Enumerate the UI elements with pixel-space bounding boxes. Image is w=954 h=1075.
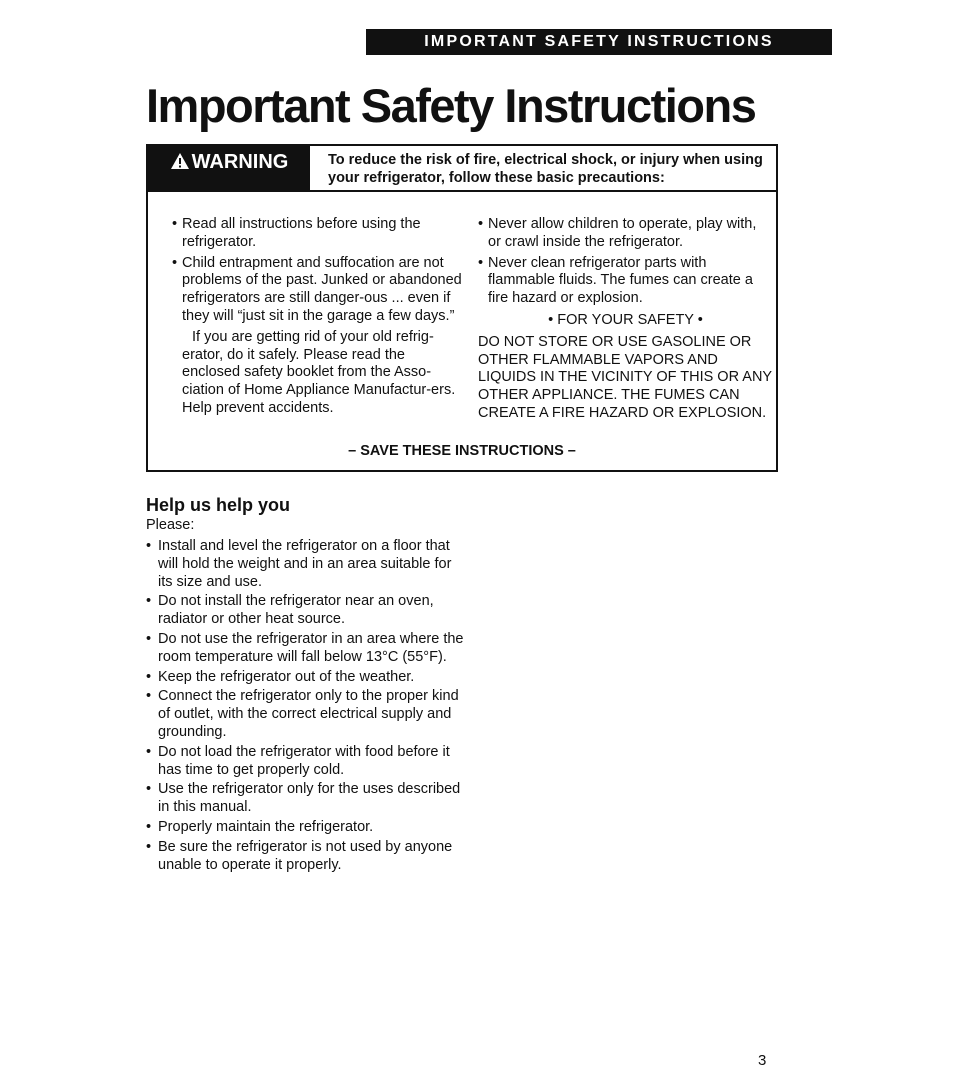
warning-paragraph: If you are getting rid of your old refrig-erator, do it safely. Please read the enclosed safety booklet from the Asso-ciation of Home Appliance Manufactur-ers. Help prevent accidents.: [182, 328, 456, 416]
warning-left-column: [172, 216, 462, 418]
save-instructions: – SAVE THESE INSTRUCTIONS –: [348, 443, 576, 459]
list-item: • Do not install the refrigerator near an oven, radiator or other heat source.: [146, 593, 466, 629]
list-item: • Do not use the refrigerator in an area where the room temperature will fall below 13°C (55°F).: [146, 631, 466, 667]
list-item: • Be sure the refrigerator is not used by anyone unable to operate it properly.: [146, 839, 466, 875]
list-item: • Install and level the refrigerator on a floor that will hold the weight and in an area suitable for its size and use.: [146, 538, 466, 591]
warning-item: • Never clean refrigerator parts with flammable fluids. The fumes can create a fire hazard or explosion.: [478, 255, 773, 308]
list-item: • Connect the refrigerator only to the proper kind of outlet, with the correct electrical supply and grounding.: [146, 688, 466, 741]
warning-right-column: [478, 216, 773, 423]
warning-box: [146, 144, 778, 472]
warning-item: • Never allow children to operate, play with, or crawl inside the refrigerator.: [478, 216, 773, 252]
help-list: [146, 538, 466, 874]
section-banner: IMPORTANT SAFETY INSTRUCTIONS: [366, 29, 832, 55]
page-number: 3: [758, 1052, 767, 1069]
warning-header: To reduce the risk of fire, electrical shock, or injury when using your refrigerator, follow these basic precautions:: [328, 152, 763, 186]
list-item: • Keep the refrigerator out of the weather.: [146, 669, 466, 687]
list-item: • Use the refrigerator only for the uses described in this manual.: [146, 781, 466, 817]
help-section: [146, 494, 466, 876]
warning-item: • Read all instructions before using the refrigerator.: [172, 216, 462, 252]
warning-label: [148, 146, 310, 192]
warning-item: • Child entrapment and suffocation are not problems of the past. Junked or abandoned refrigerators are still danger-ous ... even if they will “just sit in the garage a few days.”: [172, 255, 462, 326]
safety-text: DO NOT STORE OR USE GASOLINE OR OTHER FLAMMABLE VAPORS AND LIQUIDS IN THE VICINITY OF THIS OR ANY OTHER APPLIANCE. THE FUMES CAN CREATE A FIRE HAZARD OR EXPLOSION.: [478, 333, 772, 421]
help-heading: Help us help you: [146, 495, 291, 515]
page-title: Important Safety Instructions: [146, 79, 756, 132]
list-item: • Do not load the refrigerator with food before it has time to get properly cold.: [146, 744, 466, 780]
warning-divider: [148, 190, 776, 192]
warning-label-text: WARNING: [191, 151, 289, 173]
safety-heading: • FOR YOUR SAFETY •: [548, 311, 703, 328]
list-item: • Properly maintain the refrigerator.: [146, 819, 466, 837]
warning-triangle-icon: [170, 151, 192, 176]
help-intro: Please:: [146, 517, 195, 533]
